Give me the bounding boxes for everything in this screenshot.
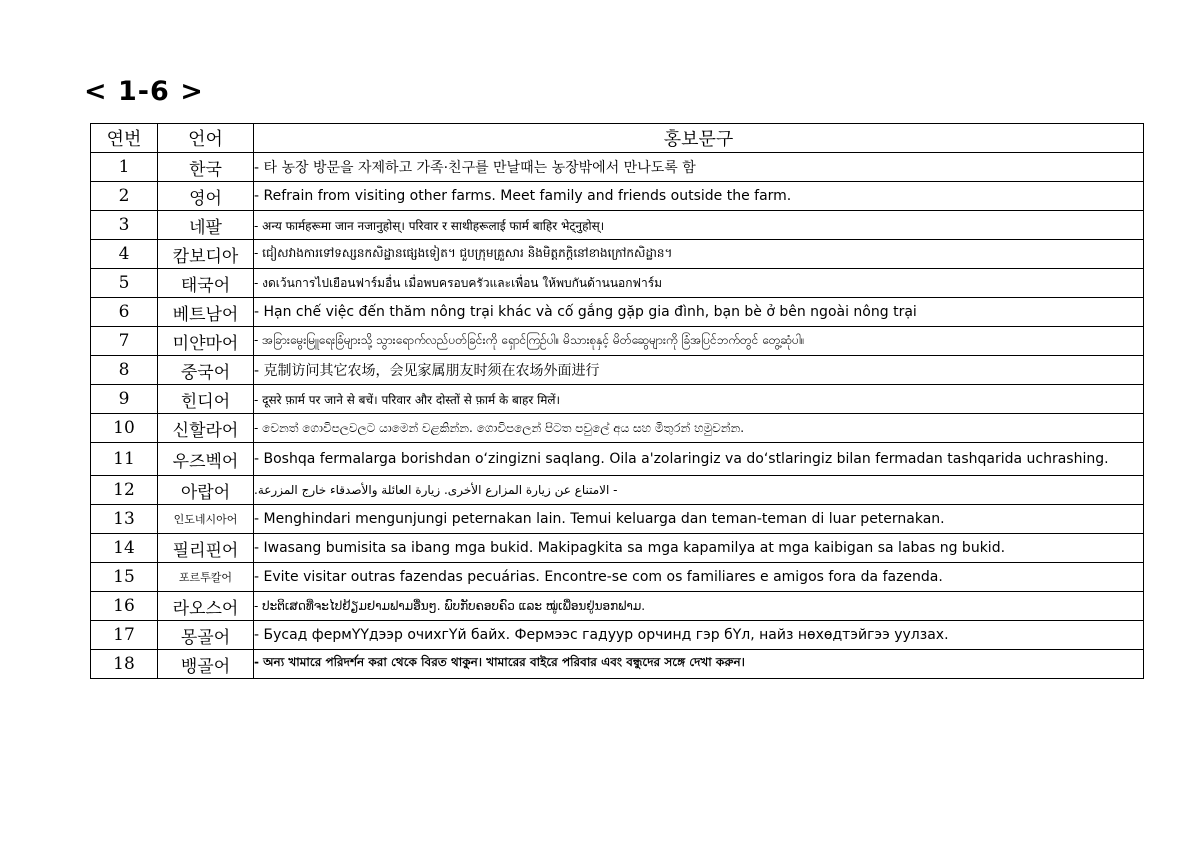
page-heading: < 1-6 >	[84, 76, 204, 107]
row-language: 인도네시아어	[158, 505, 254, 534]
table-row	[91, 211, 1144, 240]
table-row	[91, 298, 1144, 327]
row-number: 13	[91, 505, 158, 534]
row-slogan-text: - Evite visitar outras fazendas pecuárias. Encontre-se com os familiares e amigos fora da fazenda.	[254, 563, 1144, 592]
row-number: 8	[91, 356, 158, 385]
row-slogan-text: - অন্য খামারে পরিদর্শন করা থেকে বিরত থাকুন। খামারের বাইরে পরিবার এবং বন্ধুদের সঙ্গে দেখা করুন।	[254, 650, 1144, 679]
row-slogan-text: - Hạn chế việc đến thăm nông trại khác và cố gắng gặp gia đình, bạn bè ở bên ngoài nông trại	[254, 298, 1144, 327]
row-number: 3	[91, 211, 158, 240]
row-slogan-text: - အခြားမွေးမြူရေးခြံများသို့ သွားရောက်လည်ပတ်ခြင်းကို ရှောင်ကြဉ်ပါ။ မိသားစုနှင့် မိတ်ဆွေများကို ခြံအပြင်ဘက်တွင် တွေ့ဆုံပါ။	[254, 327, 1144, 356]
table-row	[91, 563, 1144, 592]
table-header-row	[91, 124, 1144, 153]
table-row	[91, 621, 1144, 650]
row-slogan-text: - งดเว้นการไปเยือนฟาร์มอื่น เมื่อพบครอบครัวและเพื่อน ให้พบกันด้านนอกฟาร์ม	[254, 269, 1144, 298]
row-number: 5	[91, 269, 158, 298]
row-number: 4	[91, 240, 158, 269]
row-language: 신할라어	[158, 414, 254, 443]
table-row	[91, 153, 1144, 182]
table-row	[91, 269, 1144, 298]
row-number: 9	[91, 385, 158, 414]
table-row	[91, 443, 1144, 476]
row-slogan-text: - Iwasang bumisita sa ibang mga bukid. Makipagkita sa mga kapamilya at mga kaibigan sa labas ng bukid.	[254, 534, 1144, 563]
row-slogan-text: - ປະຕິເສດທີ່ຈະໄປຢ້ຽມຢາມຟາມອື່ນໆ. ພົບກັບຄອບຄົວ ແລະ ໝູ່ເພື່ອນຢູ່ນອກຟາມ.	[254, 592, 1144, 621]
row-slogan-text: - Refrain from visiting other farms. Meet family and friends outside the farm.	[254, 182, 1144, 211]
table-row	[91, 327, 1144, 356]
row-number: 16	[91, 592, 158, 621]
row-slogan-text: - වෙනත් ගොවිපලවලට යාමෙන් වළකින්න. ගොවිපලෙන් පිටත පවුලේ අය සහ මිතුරන් හමුවන්න.	[254, 414, 1144, 443]
row-slogan-text: - ជៀសវាងការទៅទស្សនកសិដ្ឋានផ្សេងទៀត។ ជួបក្រុមគ្រួសារ និងមិត្តភក្តិនៅខាងក្រៅកសិដ្ឋាន។	[254, 240, 1144, 269]
row-number: 7	[91, 327, 158, 356]
row-number: 12	[91, 476, 158, 505]
row-slogan-text: - 타 농장 방문을 자제하고 가족·친구를 만날때는 농장밖에서 만나도록 함	[254, 153, 1144, 182]
row-number: 2	[91, 182, 158, 211]
row-number: 11	[91, 443, 158, 476]
row-language: 포르투칼어	[158, 563, 254, 592]
row-language: 아랍어	[158, 476, 254, 505]
table-row	[91, 385, 1144, 414]
row-slogan-text: - الامتناع عن زيارة المزارع الأخرى. زيارة العائلة والأصدقاء خارج المزرعة.	[254, 476, 1144, 505]
row-language: 캄보디아	[158, 240, 254, 269]
table-row	[91, 240, 1144, 269]
row-slogan-text: - 克制访问其它农场，会见家属朋友时须在农场外面进行	[254, 356, 1144, 385]
row-slogan-text: - अन्य फार्महरूमा जान नजानुहोस्। परिवार र साथीहरूलाई फार्म बाहिर भेट्नुहोस्।	[254, 211, 1144, 240]
slogan-table	[90, 123, 1144, 679]
row-number: 6	[91, 298, 158, 327]
table-row	[91, 534, 1144, 563]
row-language: 네팔	[158, 211, 254, 240]
row-language: 우즈벡어	[158, 443, 254, 476]
row-language: 베트남어	[158, 298, 254, 327]
row-language: 영어	[158, 182, 254, 211]
header-number: 연번	[91, 124, 158, 153]
row-language: 라오스어	[158, 592, 254, 621]
table-row	[91, 650, 1144, 679]
row-language: 뱅골어	[158, 650, 254, 679]
row-language: 미얀마어	[158, 327, 254, 356]
row-slogan-text: - Бусад фермҮҮдээр очихгҮй байх. Фермээс гадуур орчинд гэр бҮл, найз нөхөдтэйгээ уулзах.	[254, 621, 1144, 650]
table-row	[91, 182, 1144, 211]
row-language: 필리핀어	[158, 534, 254, 563]
row-language: 힌디어	[158, 385, 254, 414]
row-number: 1	[91, 153, 158, 182]
header-language: 언어	[158, 124, 254, 153]
row-number: 10	[91, 414, 158, 443]
table-row	[91, 356, 1144, 385]
table-row	[91, 592, 1144, 621]
row-number: 17	[91, 621, 158, 650]
row-slogan-text: - दूसरे फ़ार्म पर जाने से बचें। परिवार और दोस्तों से फ़ार्म के बाहर मिलें।	[254, 385, 1144, 414]
row-language: 한국	[158, 153, 254, 182]
header-slogan: 홍보문구	[254, 124, 1144, 153]
table-row	[91, 414, 1144, 443]
row-number: 14	[91, 534, 158, 563]
table-row	[91, 505, 1144, 534]
row-number: 18	[91, 650, 158, 679]
row-language: 태국어	[158, 269, 254, 298]
row-slogan-text: - Menghindari mengunjungi peternakan lain. Temui keluarga dan teman-teman di luar peternakan.	[254, 505, 1144, 534]
table-row	[91, 476, 1144, 505]
row-language: 중국어	[158, 356, 254, 385]
row-language: 몽골어	[158, 621, 254, 650]
row-slogan-text: - Boshqa fermalarga borishdan o‘zingizni saqlang. Oila a'zolaringiz va do‘stlaringiz bilan fermadan tashqarida uchrashing.	[254, 443, 1144, 476]
row-number: 15	[91, 563, 158, 592]
